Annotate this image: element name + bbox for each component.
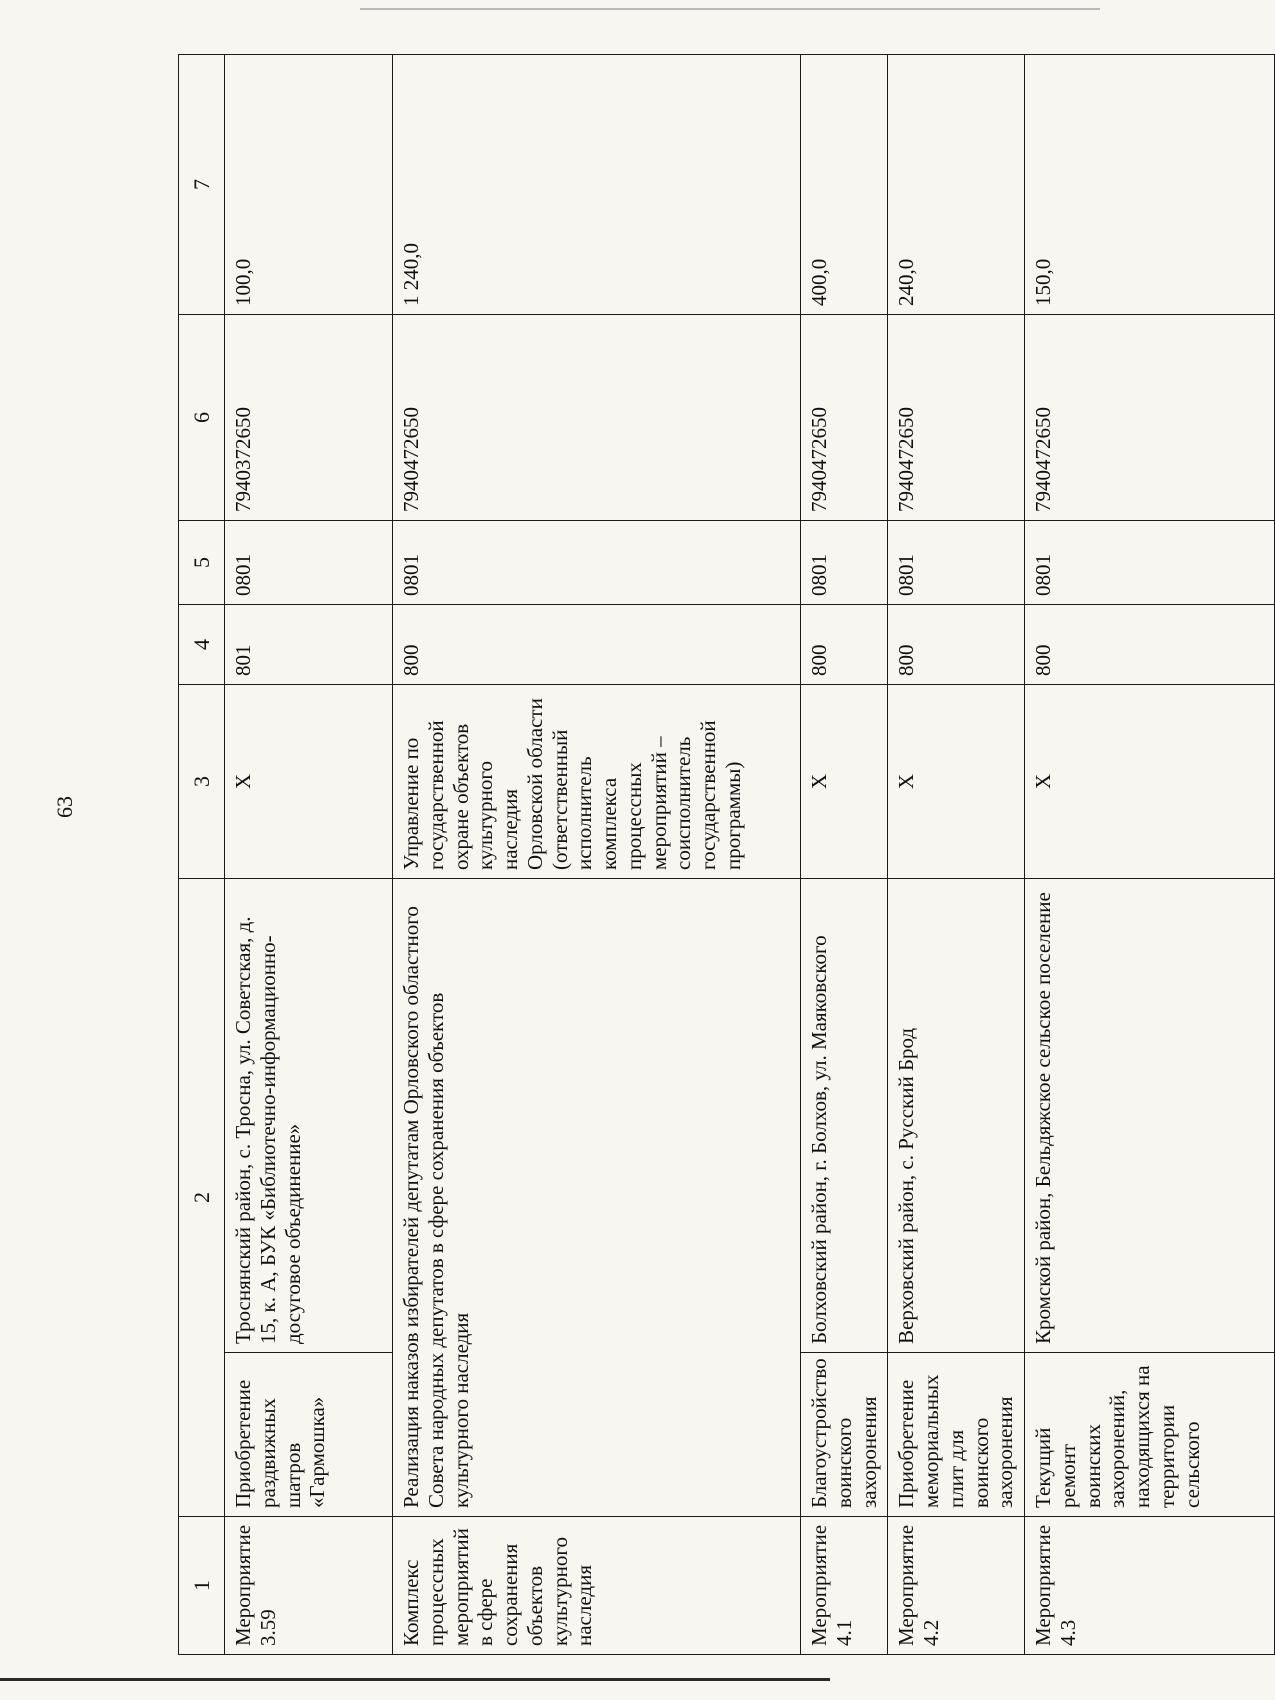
cell-amount: 400,0: [801, 55, 888, 315]
table-row: [801, 55, 888, 1655]
header-cell-2: 2: [179, 879, 225, 1517]
cell-section: 0801: [888, 521, 1025, 605]
cell-grbs: 800: [1025, 605, 1275, 685]
header-cell-1: 1: [179, 1517, 225, 1655]
cell-executor: X: [225, 685, 393, 879]
cell-executor: Управление по государственной охране объектов культурного наследия Орловской области (ответственный исполнитель комплекса процессных мероприятий – соисполнитель государственной программы): [393, 685, 801, 879]
cell-section: 0801: [225, 521, 393, 605]
cell-grbs: 800: [888, 605, 1025, 685]
cell-description: Приобретение раздвижных шатров «Гармошка»: [225, 1353, 393, 1517]
page-number: 63: [52, 796, 77, 818]
cell-amount: 240,0: [888, 55, 1025, 315]
cell-target-article: 7940472650: [801, 315, 888, 521]
table-row: [225, 55, 393, 1655]
cell-grbs: 800: [801, 605, 888, 685]
cell-section: 0801: [1025, 521, 1275, 605]
cell-grbs: 800: [393, 605, 801, 685]
header-cell-3: 3: [179, 685, 225, 879]
rotated-table-sheet: [178, 55, 1218, 1655]
scan-edge-top: [360, 8, 1100, 10]
cell-location: Болховский район, г. Болхов, ул. Маяковского: [801, 879, 888, 1353]
cell-event-id: Мероприятие 4.2: [888, 1517, 1025, 1655]
cell-event-id: Мероприятие 3.59: [225, 1517, 393, 1655]
budget-table: [178, 54, 1275, 1655]
cell-executor: X: [801, 685, 888, 879]
table-row: [393, 55, 801, 1655]
cell-executor: X: [1025, 685, 1275, 879]
cell-target-article: 7940472650: [1025, 315, 1275, 521]
cell-section: 0801: [801, 521, 888, 605]
cell-location: Троснянский район, с. Тросна, ул. Советская, д. 15, к. А, БУК «Библиотечно-информационно-досуговое объединение»: [225, 879, 393, 1353]
cell-event-id: Мероприятие 4.1: [801, 1517, 888, 1655]
cell-executor: X: [888, 685, 1025, 879]
cell-event-id: Комплекс процессных мероприятий в сфере сохранения объектов культурного наследия: [393, 1517, 801, 1655]
cell-amount: 100,0: [225, 55, 393, 315]
cell-amount: 150,0: [1025, 55, 1275, 315]
header-cell-6: 6: [179, 315, 225, 521]
header-cell-5: 5: [179, 521, 225, 605]
cell-amount: 1 240,0: [393, 55, 801, 315]
cell-description: Реализация наказов избирателей депутатам Орловского областного Совета народных депутатов в сфере сохранения объектов культурного наследия: [393, 879, 801, 1517]
table-row: [888, 55, 1025, 1655]
cell-event-id: Мероприятие 4.3: [1025, 1517, 1275, 1655]
cell-target-article: 7940472650: [393, 315, 801, 521]
cell-target-article: 7940472650: [888, 315, 1025, 521]
cell-description: Приобретение мемориальных плит для воинского захоронения: [888, 1353, 1025, 1517]
cell-location: Кромской район, Бельдяжское сельское поселение: [1025, 879, 1275, 1353]
table-header-row: [179, 55, 225, 1655]
cell-description: Текущий ремонт воинских захоронений, находящихся на территории сельского: [1025, 1353, 1275, 1517]
scan-edge-bottom: [0, 1678, 830, 1681]
cell-grbs: 801: [225, 605, 393, 685]
cell-location: Верховский район, с. Русский Брод: [888, 879, 1025, 1353]
cell-target-article: 7940372650: [225, 315, 393, 521]
cell-section: 0801: [393, 521, 801, 605]
header-cell-7: 7: [179, 55, 225, 315]
header-cell-4: 4: [179, 605, 225, 685]
cell-description: Благоустройство воинского захоронения: [801, 1353, 888, 1517]
table-row: [1025, 55, 1275, 1655]
